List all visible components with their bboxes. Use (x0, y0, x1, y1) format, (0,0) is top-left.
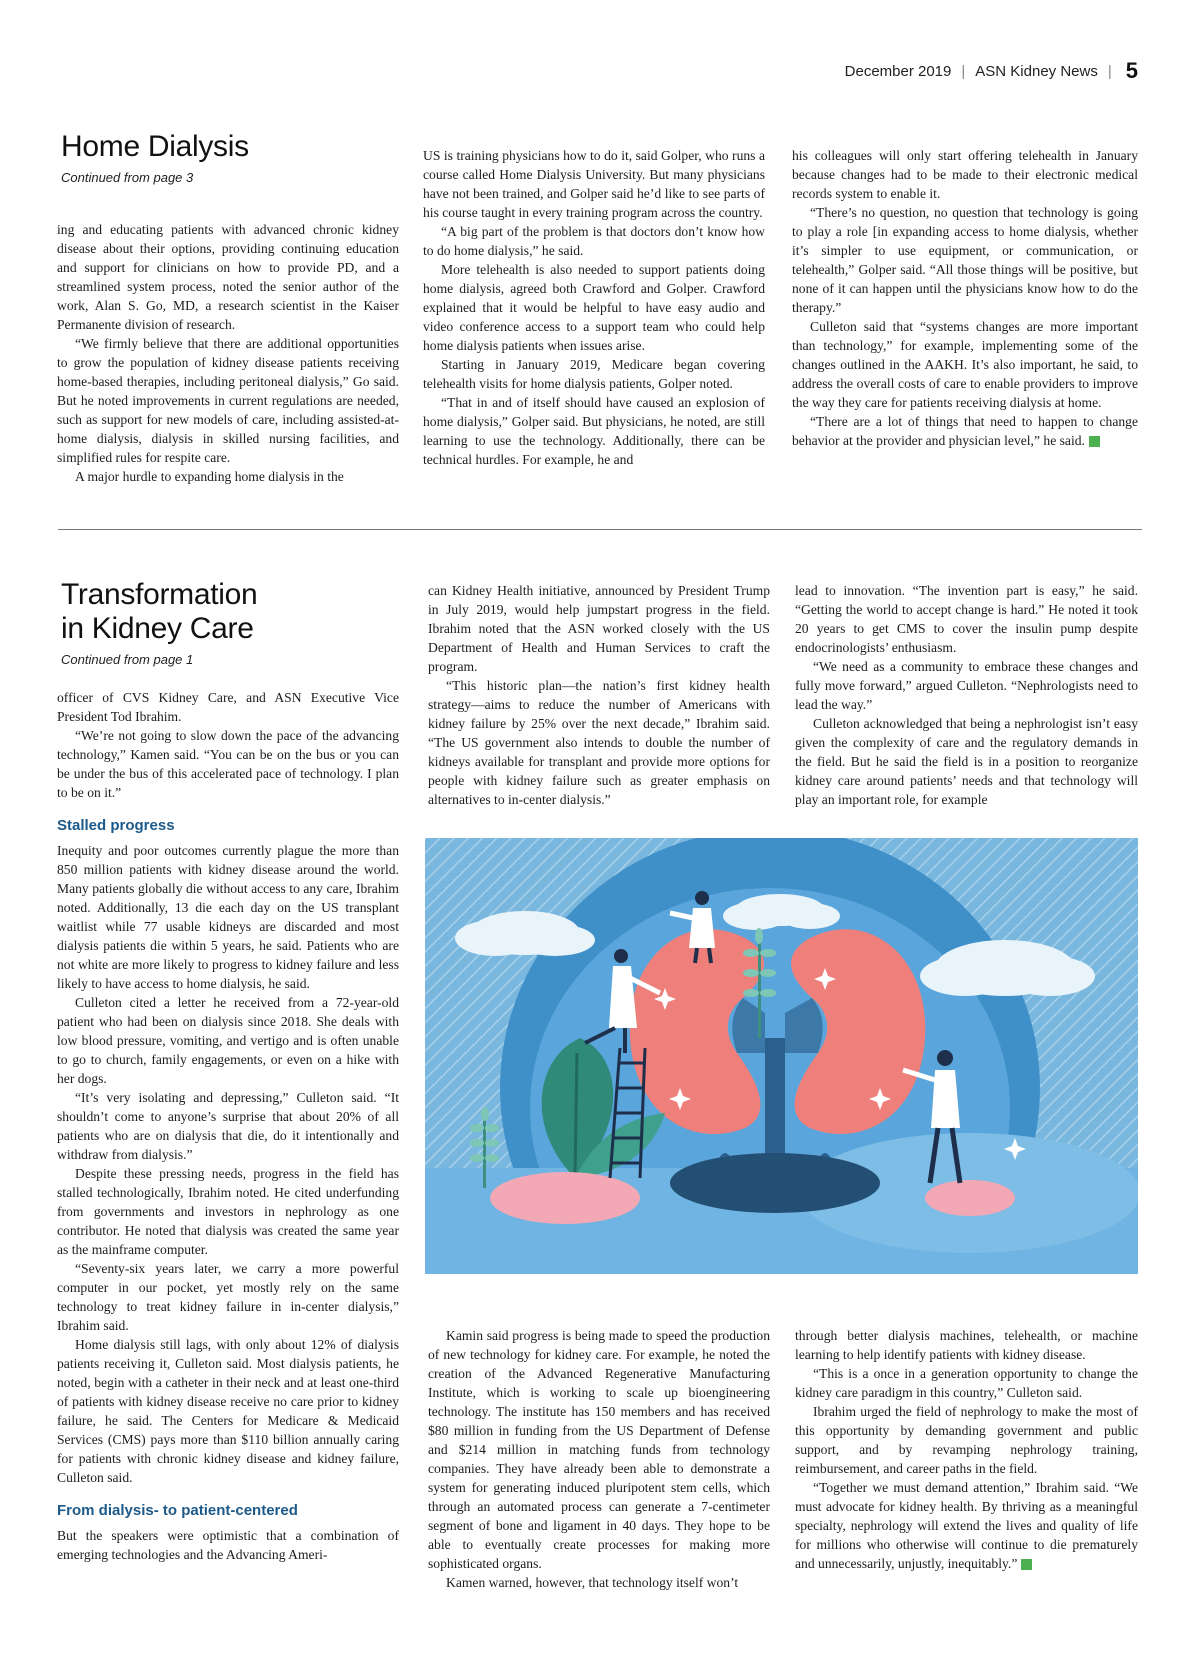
paragraph: Kamen warned, however, that technology itself won’t (446, 1575, 739, 1590)
subhead-patient-centered: From dialysis- to patient-centered (57, 1502, 298, 1519)
publication-name: ASN Kidney News (975, 62, 1098, 80)
paragraph: Culleton acknowledged that being a nephrologist isn’t easy given the complexity of care and the regulatory demands in the field. But he said the field is in a position to reorganize kidney care around patients’ needs and that technology will play an important role, for example (795, 716, 1138, 807)
paragraph: “There’s no question, no question that technology is going to play a role [in expanding access to home dialysis, whether it’s simpler to use equipment, or communication, or telehealth,” Golper said. “All those things will be positive, but none of it can happen until the physicians know how to do the therapy.” (792, 205, 1138, 315)
end-of-article-square-icon (1021, 1559, 1032, 1570)
leaf-stem (575, 1053, 577, 1178)
paragraph: “This historic plan—the nation’s first kidney health strategy—aims to reduce the number of Americans with kidney failure by 25% over the next decade,” Ibrahim said. “The US government also intends to double the number of kidneys available for transplant and provide more options for people with kidney failure such as greater emphasis on alternatives to in-center dialysis.” (428, 678, 770, 807)
paragraph: Home dialysis still lags, with only about 12% of dialysis patients receiving it, Culleton said. Most dialysis patients, he noted, begin with a catheter in their neck and at least one-third of patients with kidney disease receive no care prior to kidney failure, he said. The Centers for Medicare & Medicaid Services (CMS) pays more than $110 billion annually caring for patients with chronic kidney disease and kidney failure, Culleton said. (57, 1337, 399, 1485)
paragraph (795, 1478, 1138, 1573)
kidney-care-illustration (425, 838, 1138, 1274)
paragraph: Culleton said that “systems changes are more important than technology,” for example, implementing some of the changes outlined in the AAKH. It’s also important, he said, to address the overall costs of care to enable providers to improve the way they care for patients receiving dialysis at home. (792, 319, 1138, 410)
page-number: 5 (1125, 58, 1138, 83)
article2-column-2-top (428, 581, 770, 809)
subhead-stalled-progress: Stalled progress (57, 817, 175, 834)
paragraph: lead to innovation. “The invention part is easy,” he said. “Getting the world to accept change is hard.” He noted it took 20 years to get CMS to cover the insulin pump despite endocrinologists’ enthusiasm. (795, 583, 1138, 655)
paragraph: “We’re not going to slow down the pace of the advancing technology,” Kamen said. “You can be on the bus or you can be under the bus of this accelerated pace of technology. I plan to be on it.” (57, 728, 399, 800)
section-divider (58, 529, 1142, 530)
article2-column-1 (57, 688, 399, 1564)
issue-date: December 2019 (844, 62, 952, 80)
article2-column-3-top (795, 581, 1138, 809)
paragraph: “We need as a community to embrace these changes and fully move forward,” argued Culleton. “Nephrologists need to lead the way.” (795, 659, 1138, 712)
title-line-2: in Kidney Care (61, 612, 254, 645)
paragraph: “This is a once in a generation opportunity to change the kidney care paradigm in this country,” Culleton said. (795, 1366, 1138, 1400)
paragraph: US is training physicians how to do it, said Golper, who runs a course called Home Dialysis University. But many physicians have not been trained, and Golper said he’d like to see parts of his course taught in every training program across the country. (423, 148, 765, 220)
paragraph: More telehealth is also needed to support patients doing home dialysis, agreed both Crawford and Golper. Crawford explained that it would be helpful to have easy audio and video conference access to a support team who could help home dialysis patients when issues arise. (423, 262, 765, 353)
paragraph: “Seventy-six years later, we carry a more powerful computer in our pocket, yet mostly rely on the same technology to treat kidney failure in in-center dialysis,” Ibrahim said. (57, 1261, 399, 1333)
paragraph: “A big part of the problem is that doctors don’t know how to do home dialysis,” he said. (423, 224, 765, 258)
paragraph: his colleagues will only start offering telehealth in January because changes had to be made to their electronic medical records system to enable it. (792, 148, 1138, 201)
end-of-article-square-icon (1089, 436, 1100, 447)
continued-note: Continued from page 3 (61, 170, 194, 185)
article-title-transformation (61, 578, 257, 646)
article2-column-2-bottom (428, 1326, 770, 1592)
pink-bush-left (490, 1172, 640, 1224)
article-title-home-dialysis: Home Dialysis (61, 130, 249, 163)
title-line-1: Transformation (61, 578, 258, 611)
running-header (845, 56, 1138, 86)
continued-note: Continued from page 1 (61, 652, 194, 667)
paragraph: can Kidney Health initiative, announced by President Trump in July 2019, would help jumpstart progress in the field. Ibrahim noted that the ASN worked closely with the US Department of Health and Human Services to craft the program. (428, 583, 770, 674)
paragraph: Despite these pressing needs, progress in the field has stalled technologically, Ibrahim noted. He cited underfunding from governments and investors in nephrology as one contributor. He noted that dialysis was created the same year as the mainframe computer. (57, 1166, 399, 1257)
article2-column-3-bottom (795, 1326, 1138, 1573)
paragraph: “We firmly believe that there are additional opportunities to grow the population of kidney disease patients receiving home-based therapies, including peritoneal dialysis,” Go said. But he noted improvements in current regulations are needed, such as support for new models of care, including assisted-at-home dialysis, dialysis in skilled nursing facilities, and simplified rules for respite care. (57, 336, 399, 465)
paragraph: Culleton cited a letter he received from a 72-year-old patient who had been on dialysis since 2018. She deals with low blood pressure, vomiting, and vertigo and is often unable to go to church, family engagements, or even on a hike with her dogs. (57, 995, 399, 1086)
kidney-illustration-svg (425, 838, 1138, 1274)
trunk-base (670, 1153, 880, 1213)
article1-column-2 (423, 146, 765, 469)
paragraph: Starting in January 2019, Medicare began covering telehealth visits for home dialysis patients, Golper noted. (423, 357, 765, 391)
paragraph-text: “There are a lot of things that need to happen to change behavior at the provider and physician level,” he said. (792, 414, 1138, 448)
paragraph: “It’s very isolating and depressing,” Culleton said. “It shouldn’t come to anyone’s surprise that about 20% of all patients who are on dialysis that die, do it intentionally and withdraw from dialysis.” (57, 1090, 399, 1162)
paragraph: through better dialysis machines, telehealth, or machine learning to help identify patients with kidney disease. (795, 1328, 1138, 1362)
paragraph: Kamin said progress is being made to speed the production of new technology for kidney care. For example, he noted the creation of the Advanced Regenerative Manufacturing Institute, which is working to scale up bioengineering technology. The institute has 150 members and has received $80 million in funding from the US Department of Defense and $214 million in matching funds from technology companies. They have already been able to demonstrate a system for generating induced pluripotent stem cells, which through an automated process can generate a 7-centimeter segment of bone and ligament in 40 days. They hope to be able to eventually create processes for making more sophisticated organs. (428, 1328, 770, 1571)
paragraph: ing and educating patients with advanced chronic kidney disease about their options, providing continuing education and support for clinicians on how to provide PD, and a streamlined system process, noted the senior author of the work, Alan S. Go, MD, a research scientist in the Kaiser Permanente division of research. (57, 222, 399, 332)
header-separator: | (1107, 62, 1112, 80)
paragraph: officer of CVS Kidney Care, and ASN Executive Vice President Tod Ibrahim. (57, 690, 399, 724)
article1-column-1 (57, 220, 399, 486)
paragraph: But the speakers were optimistic that a combination of emerging technologies and the Advancing Ameri- (57, 1528, 399, 1562)
header-separator: | (961, 62, 966, 80)
paragraph: Ibrahim urged the field of nephrology to make the most of this opportunity by demanding government and public support, and by revamping nephrology training, reimbursement, and career paths in the field. (795, 1404, 1138, 1476)
paragraph: A major hurdle to expanding home dialysis in the (75, 469, 344, 484)
pink-bush-right (925, 1180, 1015, 1216)
article1-column-3 (792, 146, 1138, 450)
paragraph (792, 412, 1138, 450)
paragraph-text: “Together we must demand attention,” Ibrahim said. “We must advocate for kidney health. By thriving as a meaningful specialty, nephrology will extend the lives and quality of life for millions who otherwise will continue to die prematurely and unnecessarily, unjustly, inequitably.” (795, 1480, 1138, 1571)
paragraph: “That in and of itself should have caused an explosion of home dialysis,” Golper said. But physicians, he noted, are still learning to use the technology. Additionally, there can be technical hurdles. For example, he and (423, 395, 765, 467)
paragraph: Inequity and poor outcomes currently plague the more than 850 million patients with kidney disease around the world. Many patients globally die without access to any care, Ibrahim noted. Additionally, 13 die each day on the US transplant waitlist while 77 usable kidneys are discarded and most dialysis patients die within 5 years, he said. Patients who are not white are more likely to progress to kidney failure and less likely to have access to home dialysis, he said. (57, 843, 399, 991)
